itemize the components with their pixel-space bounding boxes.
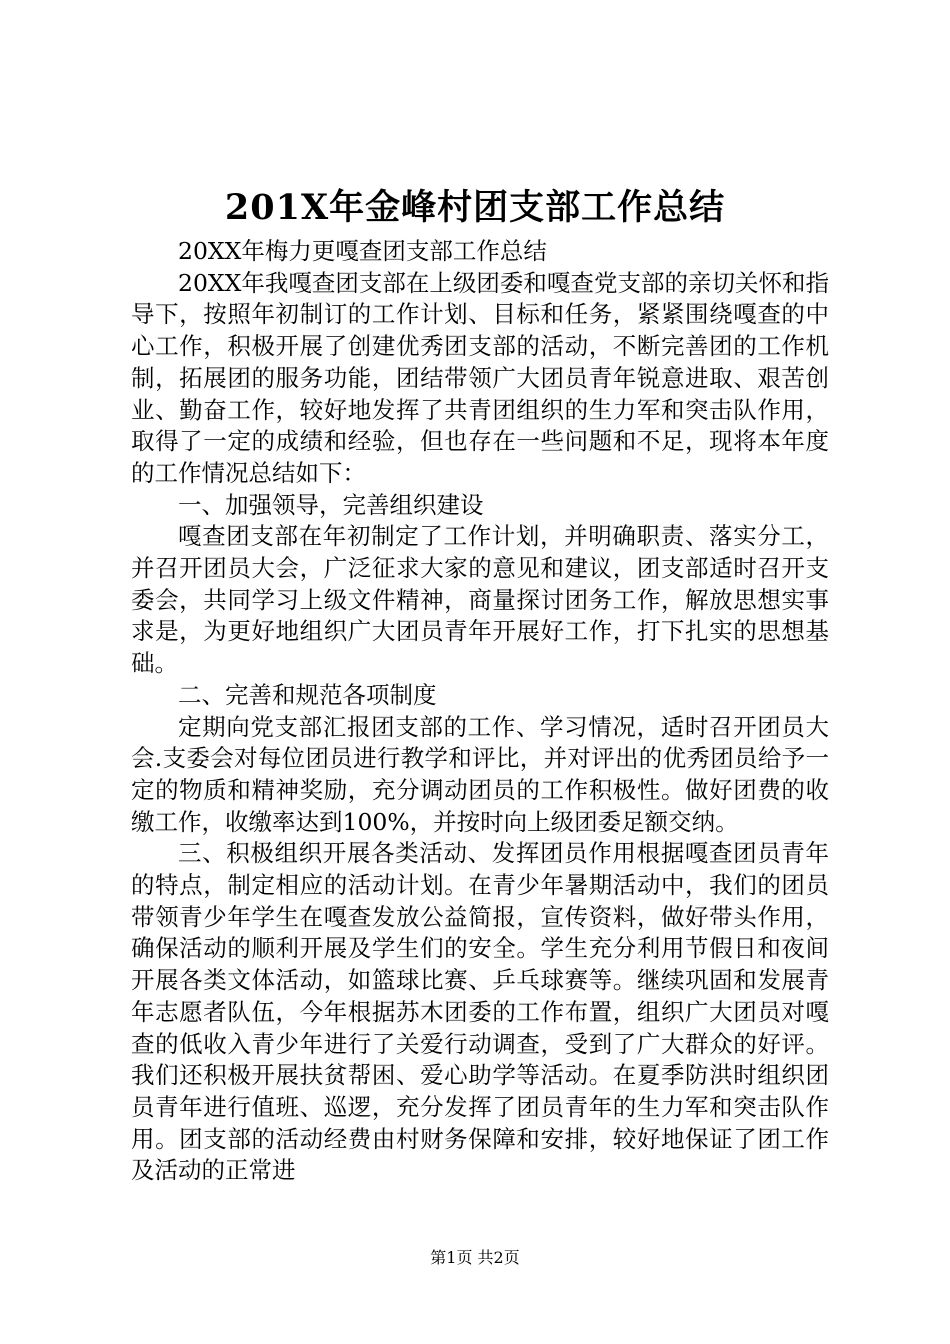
section-heading-1: 一、加强领导，完善组织建设	[178, 490, 484, 519]
paragraph-intro: 20XX年我嘎查团支部在上级团委和嘎查党支部的亲切关怀和指导下，按照年初制订的工作计划、目标和任务，紧紧围绕嘎查的中心工作，积极开展了创建优秀团支部的活动，不断完善团的工作机制，拓展团的服务功能，团结带领广大团员青年锐意进取、艰苦创业、勤奋工作，较好地发挥了共青团组织的生力军和突击队作用，取得了一定的成绩和经验，但也存在一些问题和不足，现将本年度的工作情况总结如下：	[131, 268, 829, 487]
page-footer: 第1页 共2页	[430, 1248, 520, 1267]
document-title: 201X年金峰村团支部工作总结	[224, 187, 726, 228]
paragraph-section-1: 嘎查团支部在年初制定了工作计划，并明确职责、落实分工，并召开团员大会，广泛征求大家的意见和建议，团支部适时召开支委会，共同学习上级文件精神，商量探讨团务工作，解放思想实事求是，为更好地组织广大团员青年开展好工作，打下扎实的思想基础。	[131, 522, 829, 678]
section-heading-2: 二、完善和规范各项制度	[178, 680, 437, 709]
paragraph-subtitle: 20XX年梅力更嘎查团支部工作总结	[178, 237, 547, 265]
document-body	[131, 236, 829, 1187]
paragraph-section-2: 定期向党支部汇报团支部的工作、学习情况，适时召开团员大会.支委会对每位团员进行教学和评比，并对评出的优秀团员给予一定的物质和精神奖励，充分调动团员的工作积极性。做好团费的收缴工作，收缴率达到100%，并按时向上级团委足额交纳。	[131, 712, 829, 836]
paragraph-section-3: 三、积极组织开展各类活动、发挥团员作用根据嘎查团员青年的特点，制定相应的活动计划。在青少年暑期活动中，我们的团员带领青少年学生在嘎查发放公益简报，宣传资料，做好带头作用，确保活动的顺利开展及学生们的安全。学生充分利用节假日和夜间开展各类文体活动，如篮球比赛、乒乓球赛等。继续巩固和发展青年志愿者队伍，今年根据苏木团委的工作布置，组织广大团员对嘎查的低收入青少年进行了关爱行动调查，受到了广大群众的好评。我们还积极开展扶贫帮困、爱心助学等活动。在夏季防洪时组织团员青年进行值班、巡逻，充分发挥了团员青年的生力军和突击队作用。团支部的活动经费由村财务保障和安排，较好地保证了团工作及活动的正常进	[131, 839, 829, 1185]
